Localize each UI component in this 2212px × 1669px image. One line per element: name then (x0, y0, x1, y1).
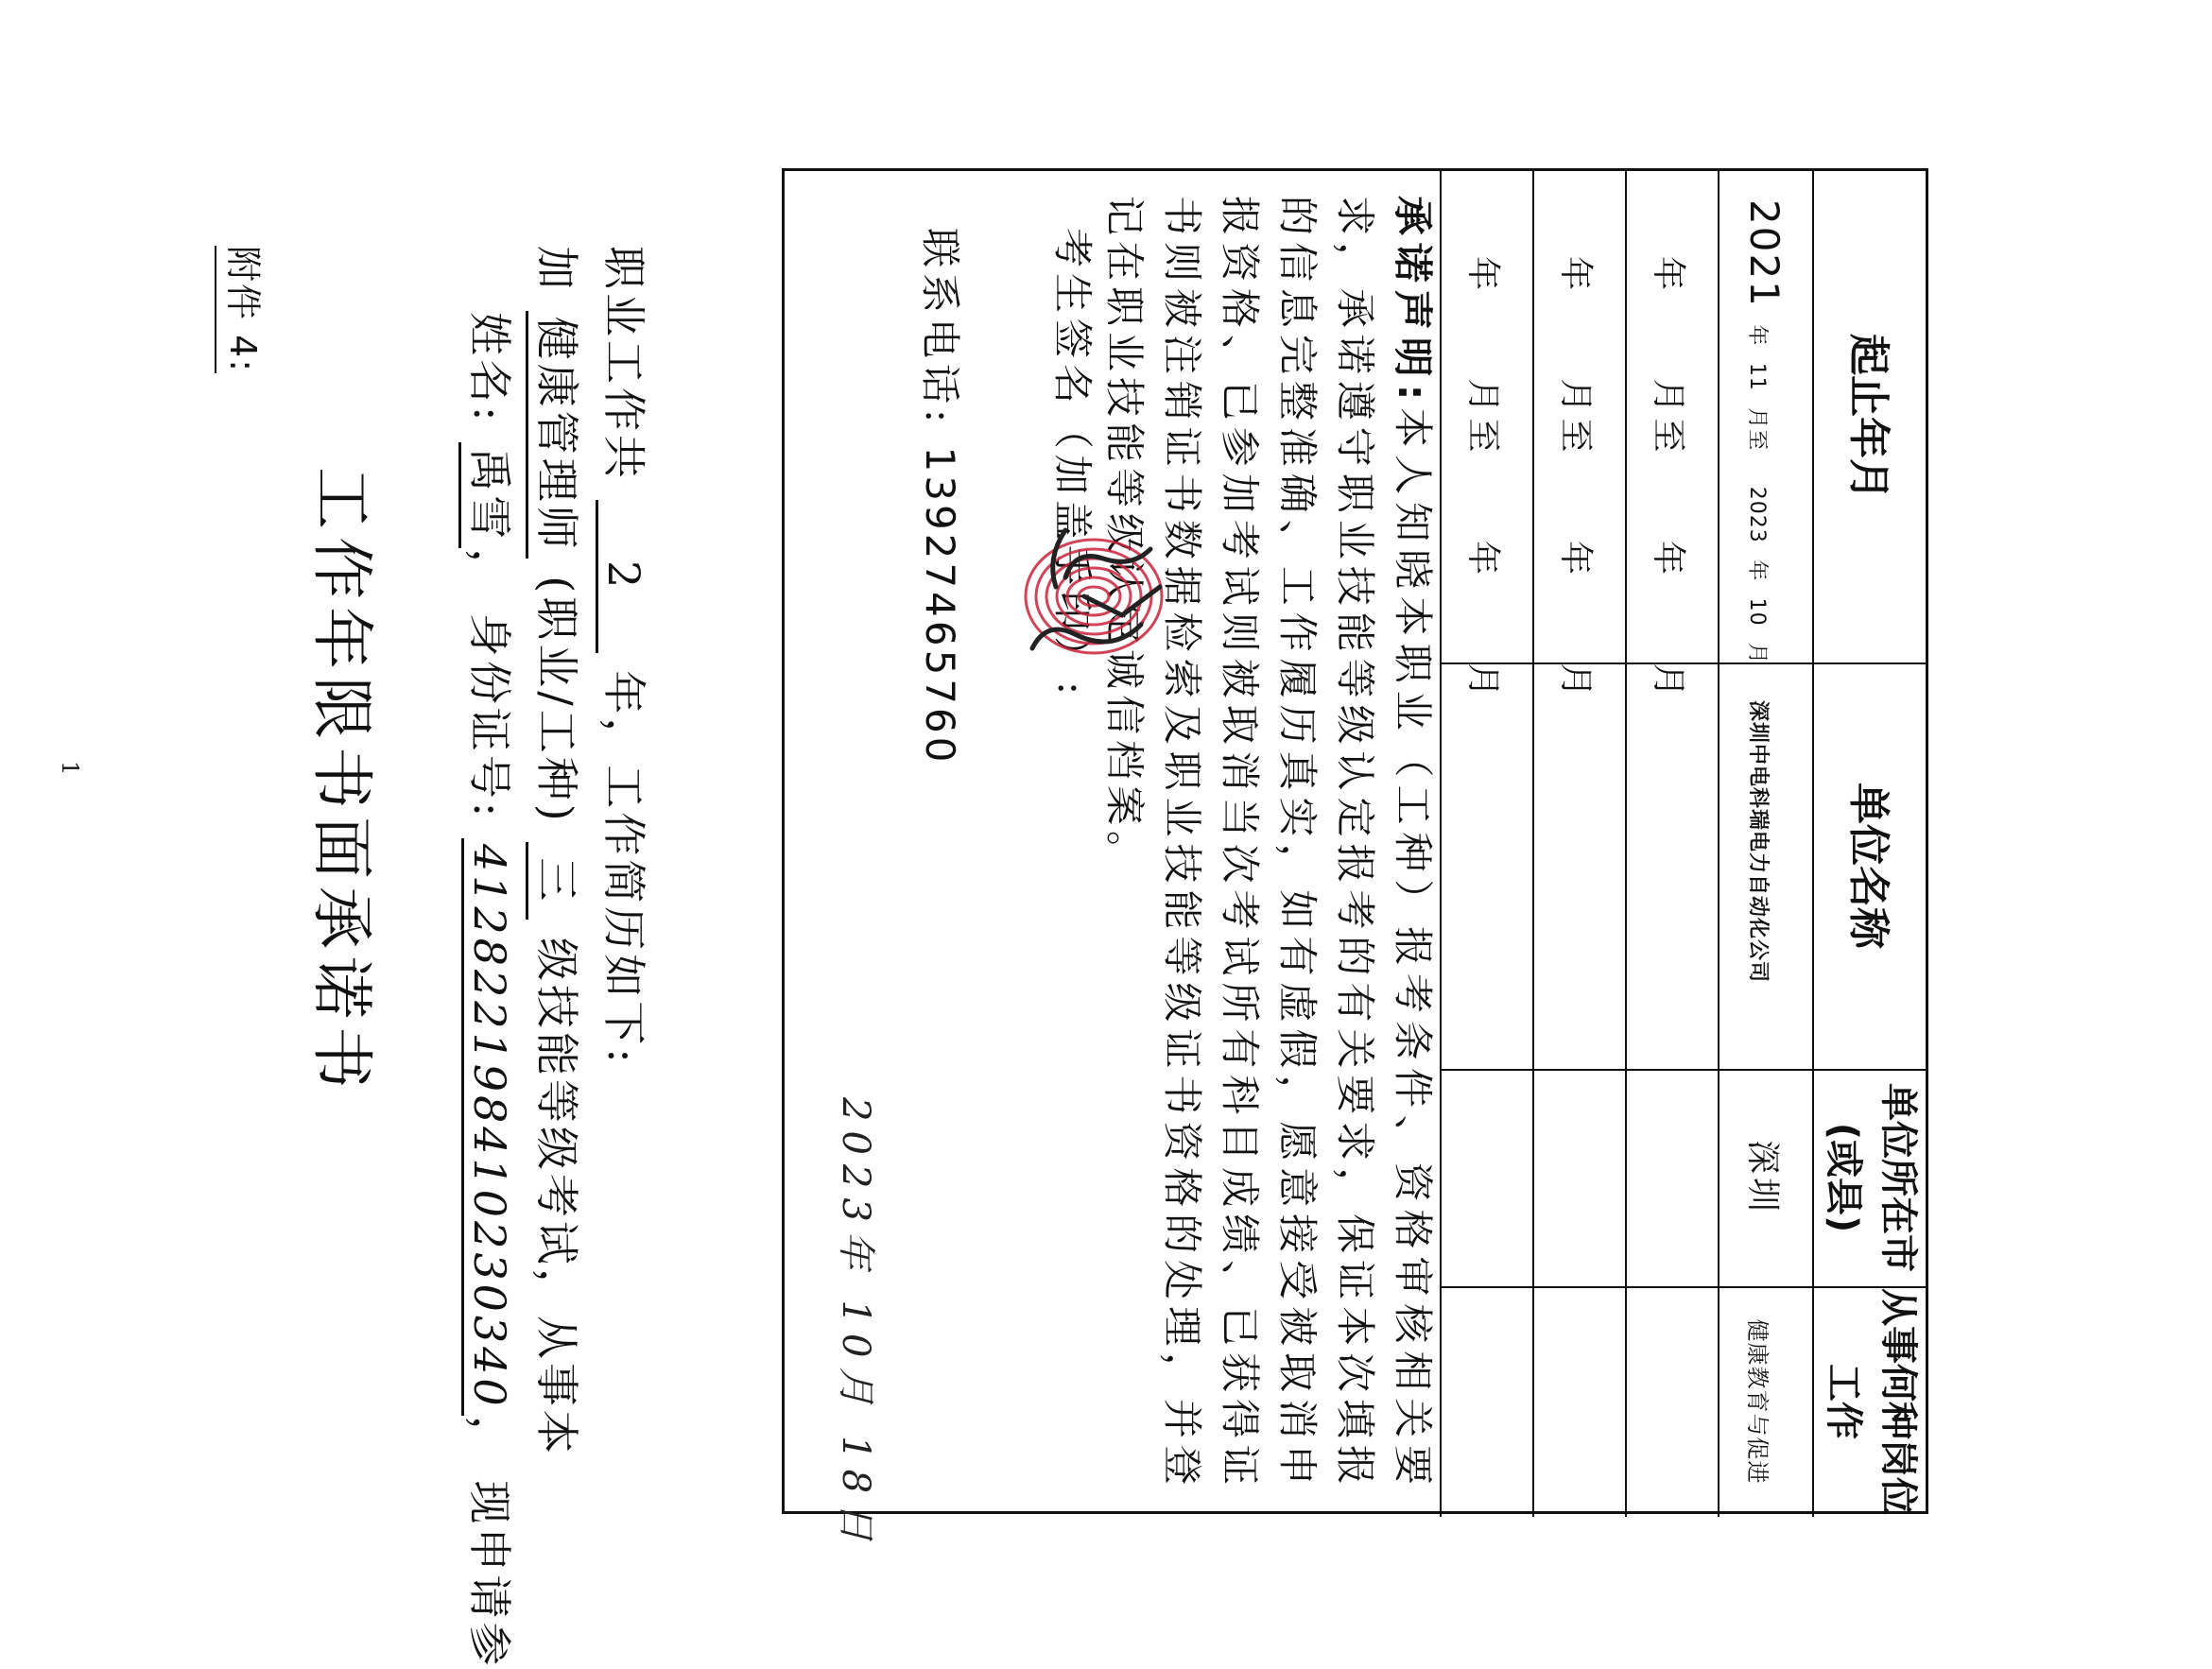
pledge-text: 本人知晓本职业（工种）报考条件、资格审核相关要求，承诺遵守职业技能等级认定报考的有关要求，保证本次填报的信息完整准确、工作履历真实，如有虚假，愿意接受被取消申报资格、已参加考试则被取消当次考试所有科目成绩、已获得证书则被注销证书数据检索及职业技能等级证书资格的处理，并登记在职业技能等级认定诚信档案。 (1101, 196, 1436, 1490)
signature-label: 考生签名（加盖手印）: (1049, 228, 1096, 701)
date-year: 2023 (834, 1097, 877, 1231)
handwritten-date (832, 1097, 886, 1550)
row1-end-year: 2023 (1745, 486, 1769, 543)
level-value: 三 (526, 842, 591, 920)
table-divider (1718, 171, 1719, 1517)
phone-line (914, 228, 971, 766)
row2-period (1647, 199, 1695, 702)
row1-city: 深圳 (1743, 1139, 1782, 1215)
fingerprint-seal-icon (999, 492, 1188, 700)
row1-year-word: 年 (1745, 324, 1769, 347)
apply-text: 现申请参 (464, 1480, 515, 1669)
name-value: 禹雪 (458, 442, 524, 548)
row3-year-word-2: 年 (1556, 540, 1595, 580)
occupation-value: 健康管理师 (526, 311, 591, 559)
page-number: 1 (57, 761, 83, 776)
pledge-label: 承诺声明: (1390, 196, 1436, 406)
row4-month-word: 月 (1463, 662, 1502, 703)
level-suffix: 级技能等级考试，从事本 (531, 937, 582, 1457)
row3-month-word: 月 (1556, 662, 1595, 703)
row2-month-to-word: 月至 (1649, 378, 1687, 458)
attachment-label: 附件 4: (215, 246, 272, 373)
years-prefix: 职业工作共 (598, 246, 649, 482)
row1-company: 深圳中电科瑞电力自动化公司 (1746, 700, 1770, 984)
phone-label: 联系电话: (917, 228, 963, 429)
row1-start-year: 2021 (1741, 199, 1788, 308)
date-day: 18 (834, 1436, 877, 1504)
pledge-statement (1096, 196, 1442, 1490)
phone-value: 13927465760 (917, 446, 963, 766)
resume-form-box (782, 168, 1928, 1551)
row1-job: 健康教育与促进 (1744, 1318, 1771, 1485)
row4-month-to-word: 月至 (1463, 378, 1502, 458)
table-divider (1532, 171, 1534, 1517)
date-month: 10 (834, 1299, 877, 1368)
row2-month-word: 月 (1649, 662, 1687, 703)
name-label: 姓名: (464, 312, 515, 425)
row1-month-word: 月 (1745, 643, 1769, 665)
header-company: 单位名称 (1844, 783, 1892, 949)
occupation-suffix: (职业/工种) (531, 576, 582, 825)
row2-year-word: 年 (1649, 256, 1687, 297)
row1-end-month: 10 (1745, 597, 1769, 627)
id-value: 412822198410230340 (461, 838, 515, 1416)
row4-year-word-2: 年 (1463, 540, 1502, 580)
row2-year-word-2: 年 (1649, 540, 1687, 580)
header-city: 单位所在市(或县) (1822, 1083, 1920, 1272)
date-year-char: 年 (834, 1230, 877, 1279)
id-label: 身份证号: (464, 612, 515, 821)
years-value: 2 (596, 500, 649, 653)
row3-period (1554, 199, 1602, 702)
row3-year-word: 年 (1556, 256, 1595, 297)
row4-year-word: 年 (1463, 256, 1502, 297)
table-divider (1625, 171, 1627, 1517)
row1-period (1741, 199, 1788, 664)
years-suffix: 年，工作简历如下: (598, 670, 649, 1067)
date-day-char: 日 (834, 1503, 877, 1551)
intro-line-1: 姓名: 禹雪， 身份证号: 412822198410230340， 现申请参 (458, 312, 524, 1669)
page-title: 工作年限书面承诺书 (305, 467, 378, 1096)
row1-start-month: 11 (1745, 362, 1769, 391)
add-prefix: 加 (531, 246, 582, 293)
row1-year-word-2: 年 (1745, 559, 1769, 582)
row1-month-to-word: 月至 (1745, 407, 1769, 452)
date-month-char: 月 (834, 1367, 877, 1415)
header-period: 起止年月 (1844, 334, 1892, 500)
row4-period (1461, 199, 1510, 702)
intro-line-2 (526, 246, 591, 1457)
header-job: 从事何种岗位工作 (1822, 1288, 1920, 1515)
row3-month-to-word: 月至 (1556, 378, 1595, 458)
intro-line-3 (596, 246, 658, 1067)
